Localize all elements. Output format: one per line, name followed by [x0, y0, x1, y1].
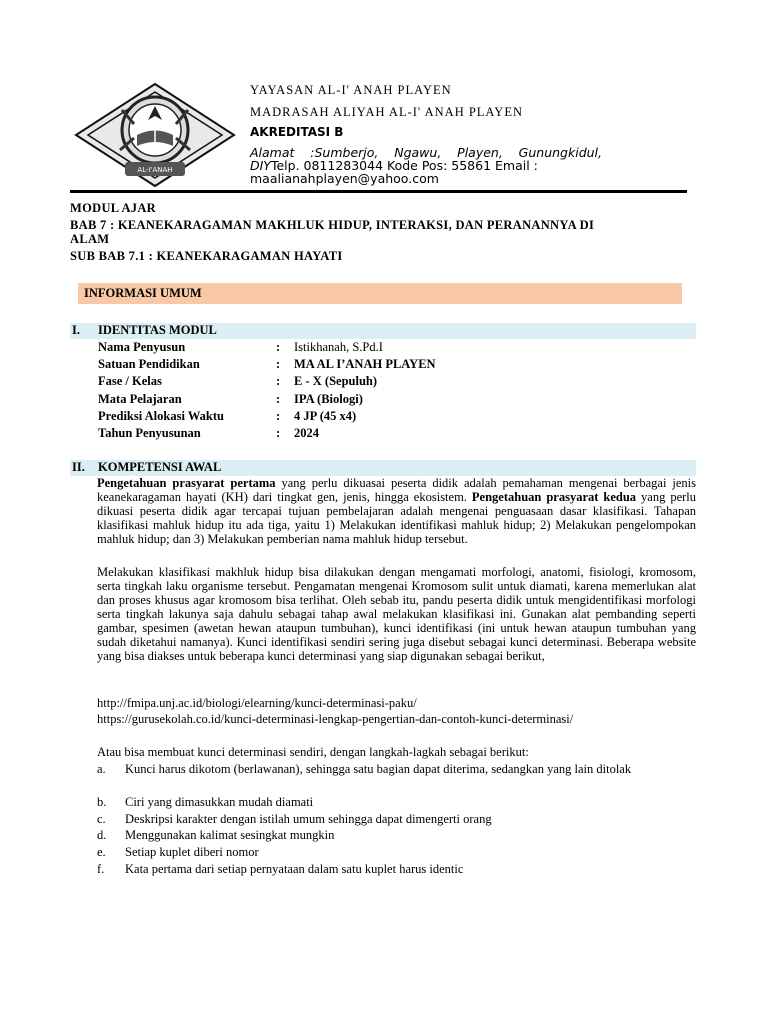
step-marker: f. [97, 862, 105, 876]
step-marker: a. [97, 762, 106, 776]
prereq-first-label: Pengetahuan prasyarat pertama [97, 476, 276, 490]
identity-label: Mata Pelajaran [98, 391, 182, 406]
identity-value: MA AL I’ANAH PLAYEN [294, 357, 436, 372]
section-identity-header [70, 323, 696, 339]
paragraph-prerequisites [97, 476, 696, 546]
identity-value: IPA (Biologi) [294, 391, 363, 406]
identity-colon: : [276, 391, 281, 406]
step-marker: c. [97, 812, 106, 826]
foundation-name: YAYASAN AL-I' ANAH PLAYEN [250, 83, 452, 97]
school-logo [70, 80, 240, 190]
section-number: I. [72, 323, 80, 337]
identity-value: E - X (Sepuluh) [294, 374, 378, 389]
identity-colon: : [276, 340, 281, 354]
step-text: Kata pertama dari setiap pernyataan dalam satu kuplet harus identic [125, 862, 464, 876]
accreditation: AKREDITASI B [250, 125, 344, 139]
school-email: maalianahplayen@yahoo.com [250, 171, 439, 186]
identity-value: 4 JP (45 x4) [294, 408, 357, 423]
step-text: Ciri yang dimasukkan mudah diamati [125, 795, 314, 809]
document-type: MODUL AJAR [70, 201, 156, 215]
chapter-title-cont: ALAM [70, 232, 110, 246]
step-text: Menggunakan kalimat sesingkat mungkin [125, 828, 335, 842]
subchapter-title: SUB BAB 7.1 : KEANEKARAGAMAN HAYATI [70, 249, 343, 263]
logo-text: AL-I'ANAH [137, 166, 173, 174]
identity-label: Satuan Pendidikan [98, 357, 200, 372]
identity-colon: : [276, 408, 281, 423]
identity-label: Fase / Kelas [98, 374, 162, 389]
steps-intro: Atau bisa membuat kunci determinasi sendiri, dengan langkah-lagkah sebagai berikut: [97, 745, 529, 759]
paragraph-classification: Melakukan klasifikasi makhluk hidup bisa dilakukan dengan mengamati morfologi, anatomi, fisiologi, kromosom, serta tingkah laku organisme tersebut. Pengamatan mengenai Kromosom sulit untuk diamati, karena memerlukan alat dan proses khusus agar kromosom bisa terlihat. Oleh sebab itu, pandu peserta didik untuk mengidentifikasi morfologi serta tingkah lakunya saja dahulu sebagai tahap awal melakukan klasifikasi ini. Gunakan alat pembanding seperti gambar, spesimen (awetan hewan ataupun tumbuhan), kunci identifikasi (ini untuk hewan ataupun tumbuhan yang sudah diketahui namanya). Kunci identifikasi sendiri sering juga disebut sebagai kunci determinasi. Beberapa website yang bisa diakses untuk beberapa kunci determinasi yang siap digunakan sebagai berikut, [97, 565, 696, 663]
step-text: Setiap kuplet diberi nomor [125, 845, 259, 859]
prereq-second-label: Pengetahuan prasyarat kedua [471, 490, 637, 504]
section-title: KOMPETENSI AWAL [98, 460, 222, 474]
school-name: MADRASAH ALIYAH AL-I' ANAH PLAYEN [250, 105, 523, 119]
identity-value: 2024 [294, 426, 319, 440]
step-text: Kunci harus dikotom (berlawanan), sehingga satu bagian dapat diterima, sedangkan yang lain ditolak [125, 762, 632, 776]
address-line: Alamat :Sumberjo, Ngawu, Playen, Gunungkidul, DIY [250, 145, 602, 173]
prereq-first-text: yang perlu dikuasai peserta didik adalah pemahaman mengenai berbagai jenis keanekaragaman hayati (KH) dari tingkat gen, jenis, hingga ekosistem. [97, 476, 696, 504]
chapter-title: BAB 7 : KEANEKARAGAMAN MAKHLUK HIDUP, INTERAKSI, DAN PERANANNYA DI [70, 218, 595, 232]
step-marker: d. [97, 828, 107, 842]
step-marker: b. [97, 795, 107, 809]
info-heading: INFORMASI UMUM [84, 286, 202, 300]
section-number: II. [72, 460, 85, 474]
identity-label: Tahun Penyusunan [98, 426, 201, 440]
step-marker: e. [97, 845, 106, 859]
reference-link-1[interactable]: http://fmipa.unj.ac.id/biologi/elearning/kunci-determinasi-paku/ [97, 696, 417, 710]
section-competence-header [70, 460, 696, 476]
school-address [250, 146, 602, 185]
prereq-second-text: yang perlu dikuasi peserta didik agar tercapai tujuan pembelajaran adalah mengenai penguasaan dasar klasifikasi. Tahapan klasifikasi mahluk hidup itu ada tiga, yaitu 1) Melakukan identifikasi mahluk hidup; 2) Melakukan pengelompokan mahluk hidup; dan 3) Melakukan pemberian nama mahluk hidup tersebut. [97, 490, 697, 546]
identity-label: Nama Penyusun [98, 340, 186, 354]
identity-colon: : [276, 374, 281, 389]
address-phone: Telp. 0811283044 Kode Pos: 55861 Email : [270, 158, 538, 173]
identity-value: Istikhanah, S.Pd.I [294, 340, 383, 354]
step-text: Deskripsi karakter dengan istilah umum sehingga dapat dimengerti orang [125, 812, 492, 826]
info-heading-bar [78, 283, 682, 304]
identity-colon: : [276, 426, 281, 440]
identity-label: Prediksi Alokasi Waktu [98, 408, 224, 423]
section-title: IDENTITAS MODUL [98, 323, 217, 337]
header-divider [70, 190, 687, 193]
reference-link-2[interactable]: https://gurusekolah.co.id/kunci-determinasi-lengkap-pengertian-dan-contoh-kunci-determinasi/ [97, 712, 574, 726]
identity-colon: : [276, 357, 281, 372]
